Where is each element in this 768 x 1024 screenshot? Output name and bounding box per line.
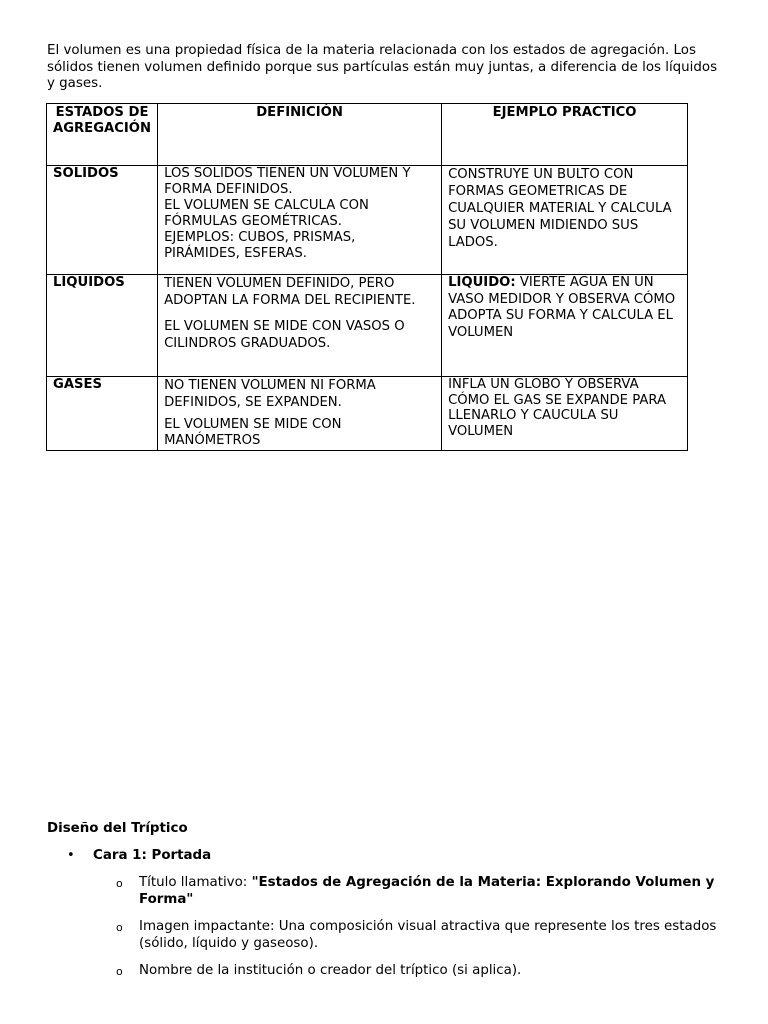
header-definition: DEFINICIÓN	[158, 104, 442, 166]
table-row	[47, 377, 688, 451]
list-item-text: Título llamativo:	[139, 875, 252, 890]
list-item-label: Cara 1: Portada	[93, 848, 212, 863]
table-row	[47, 166, 688, 275]
list-item	[47, 847, 727, 864]
example-cell	[442, 377, 688, 451]
list-item	[47, 962, 727, 979]
states-table	[46, 103, 688, 451]
circle-bullet-icon: o	[116, 921, 123, 934]
state-name: SÓLIDOS	[53, 166, 119, 181]
header-states: ESTADOS DE AGREGACIÓN	[47, 104, 158, 166]
circle-bullet-icon: o	[116, 877, 123, 890]
example-cell	[442, 275, 688, 377]
intro-paragraph: El volumen es una propiedad física de la materia relacionada con los estados de agregación. Los sólidos tienen volumen definido porque sus partículas están muy juntas, a diferencia de los líquidos y gases.	[47, 43, 718, 91]
bullet-icon: •	[67, 848, 75, 863]
state-name: LÍQUIDOS	[53, 275, 125, 290]
state-cell	[47, 166, 158, 275]
list-item	[47, 918, 727, 952]
state-name: GASES	[53, 377, 103, 392]
definition-line: EL VOLUMEN SE MIDE CON VASOS O CILINDROS GRADUADOS.	[164, 319, 405, 351]
circle-bullet-icon: o	[116, 965, 123, 978]
definition-cell	[158, 377, 442, 451]
definition-cell	[158, 166, 442, 275]
definition-line: EL VOLUMEN SE MIDE CON MANÓMETROS	[164, 417, 342, 448]
definition-line: NO TIENEN VOLUMEN NI FORMA DEFINIDOS, SE EXPANDEN.	[164, 378, 376, 410]
definition-line: LOS SÓLIDOS TIENEN UN VOLUMEN Y FORMA DEFINIDOS.	[164, 166, 411, 197]
definition-cell	[158, 275, 442, 377]
example-cell	[442, 166, 688, 275]
definition-line: EJEMPLOS: CUBOS, PRISMAS, PIRÁMIDES, ESFERAS.	[164, 230, 356, 261]
example-text: CONSTRUYE UN BULTO CON FORMAS GEOMETRICAS DE CUALQUIER MATERIAL Y CALCULA SU VOLUMEN MIDIENDO SUS LADOS.	[448, 167, 672, 250]
section-title: Diseño del Tríptico	[47, 821, 188, 836]
state-cell	[47, 377, 158, 451]
triptych-design-section	[47, 820, 727, 979]
list-item	[47, 874, 727, 908]
table-header-row	[47, 104, 688, 166]
definition-line: TIENEN VOLUMEN DEFINIDO, PERO ADOPTAN LA FORMA DEL RECIPIENTE.	[164, 276, 416, 308]
list-item-bold-text: "Estados de Agregación de la Materia: Explorando Volumen y Forma"	[139, 875, 715, 907]
list-item-text: Nombre de la institución o creador del tríptico (si aplica).	[139, 963, 522, 978]
table-row	[47, 275, 688, 377]
list-item-text: Imagen impactante: Una composición visual atractiva que represente los tres estados (sólido, líquido y gaseoso).	[139, 919, 717, 951]
definition-line: EL VOLUMEN SE CALCULA CON FÓRMULAS GEOMÉTRICAS.	[164, 198, 369, 229]
example-text: VIERTE AGUA EN UN VASO MEDIDOR Y OBSERVA CÓMO ADOPTA SU FORMA Y CALCULA EL VOLUMEN	[448, 275, 676, 340]
header-example: EJEMPLO PRACTICO	[442, 104, 688, 166]
example-label: LÍQUIDO:	[448, 275, 516, 290]
example-text: INFLA UN GLOBO Y OBSERVA CÓMO EL GAS SE EXPANDE PARA LLENARLO Y CAUCULA SU VOLUMEN	[448, 377, 666, 440]
state-cell	[47, 275, 158, 377]
